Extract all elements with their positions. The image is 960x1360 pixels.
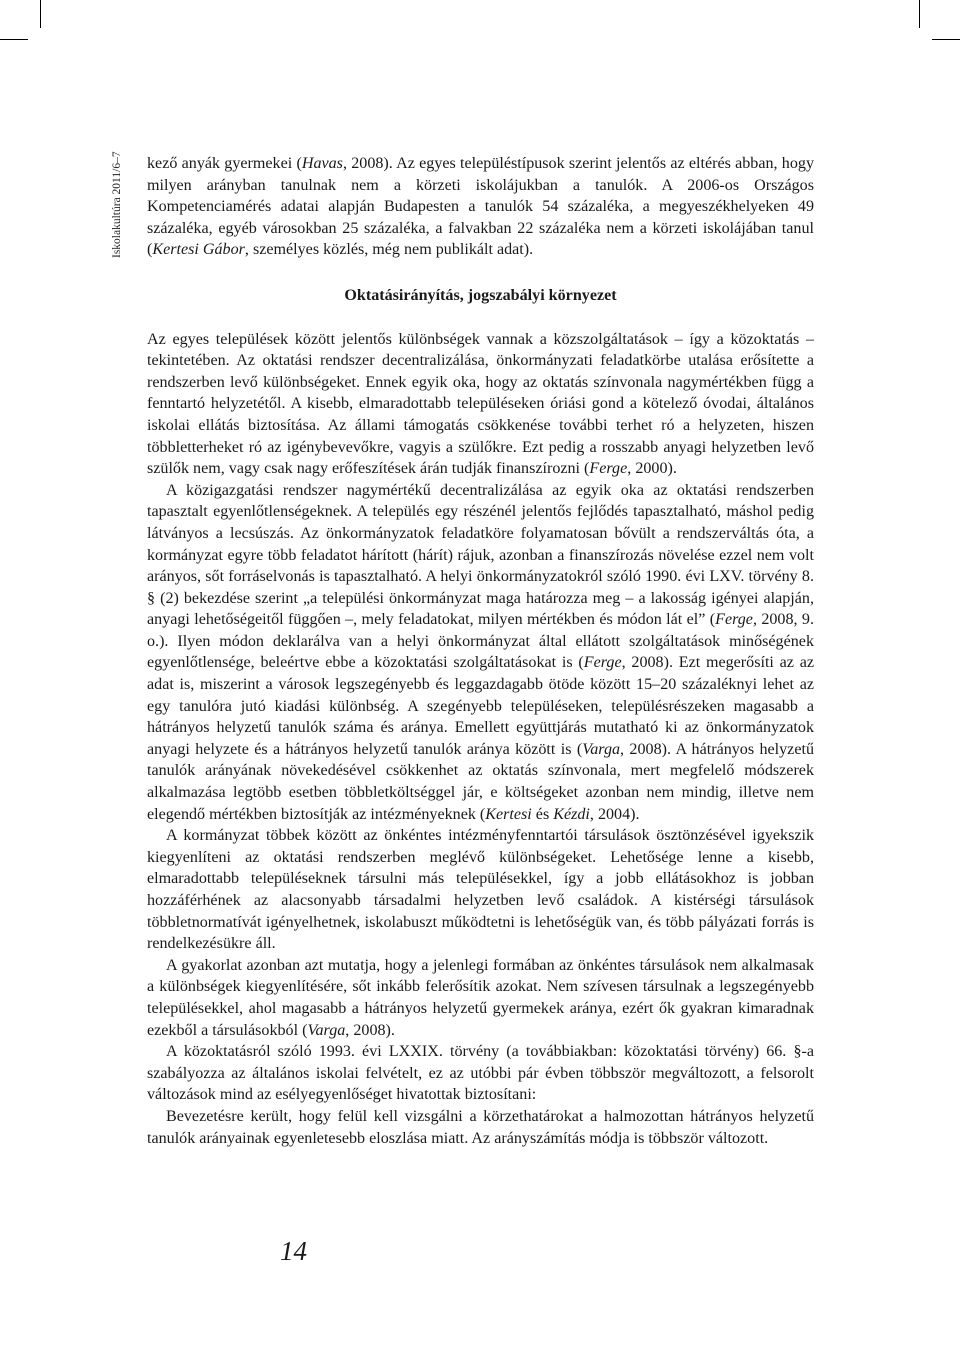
crop-mark-top-right — [932, 39, 960, 40]
paragraph: A kormányzat többek között az önkéntes intézményfenntartói társulások ösztönzésével igyekszik kiegyenlíteni az oktatási rendszerben meglévő különbségeket. Lehetősége lenne a kisebb, elmaradottabb településeknek társulni más településekkel, így a jobb ellátásokhoz is jobban hozzáférhének az alacsonyabb társadalmi helyzetben levő családok. A kistérségi társulások többletnormatívát igényelhetnek, iskolabuszt működtetni is lehetőségük van, és több pályázati forrás is rendelkezésükre áll. — [147, 827, 814, 953]
crop-mark-top-right — [919, 0, 920, 28]
citation-author: Kézdi — [553, 805, 590, 823]
crop-mark-top-left — [40, 0, 41, 28]
paragraph: Bevezetésre került, hogy felül kell vizsgálni a körzethatárokat a halmozottan hátrányos helyzetű tanulók arányainak egyenletesebb eloszlása miatt. Az arányszámítás módja is többször változott. — [147, 1107, 814, 1147]
citation-author: Varga — [582, 740, 621, 758]
paragraph: kező anyák gyermekei (Havas, 2008). Az egyes településtípusok szerint jelentős az eltérés abban, hogy milyen arányban tanulnak nem a körzeti iskolájukban a tanulók. A 2006-os Országos Kompetenciamérés adatai alapján Budapesten a tanulók 54 százaléka, a megyeszékhelyeken 49 százaléka, egyéb városokban 25 százaléka, a falvakban 22 százaléka nem a körzeti iskolájában tanul (Kertesi Gábor, személyes közlés, még nem publikált adat). — [147, 155, 814, 259]
citation-author: Ferge — [583, 654, 622, 672]
page-number: 14 — [280, 1236, 307, 1266]
crop-mark-top-left — [0, 39, 28, 40]
page-content — [147, 153, 814, 1149]
running-head — [110, 151, 140, 258]
paragraph: A közoktatásról szóló 1993. évi LXXIX. törvény (a továbbiakban: közoktatási törvény) 66. §-a szabályozza az általános iskolai felvételt, ez az utóbbi pár évben többször megváltozott, a felsorolt változások mind az esélyegyenlőséget hivatottak biztosítani: — [147, 1043, 814, 1104]
citation-author: Kertesi — [485, 805, 532, 823]
citation-author: Varga — [307, 1021, 346, 1039]
citation-author: Kertesi Gábor — [152, 241, 245, 259]
citation-author: Havas — [301, 155, 343, 172]
paragraph: Az egyes települések között jelentős különbségek vannak a közszolgáltatások – így a közoktatás – tekintetében. Az oktatási rendszer decentralizálása, önkormányzati feladatkörbe utalása erősítette a rendszerben levő különbségeket. Ennek egyik oka, hogy az oktatás színvonala nagymértékben függ a fenntartó helyzetétől. A kisebb, elmaradottabb településeken óriási gond a kötelező óvodai, általános iskolai ellátás biztosítása. Az állami támogatás csökkenése további terhet ró a helyzeten, hiszen többletterheket ró az igénybevevőkre, vagyis a szülőkre. Ezt pedig a rosszabb anyagi helyzetben levő szülők nem, vagy csak nagy erőfeszítések árán tudják finanszírozni (Ferge, 2000). — [147, 330, 814, 478]
paragraph: A gyakorlat azonban azt mutatja, hogy a jelenlegi formában az önkéntes társulások nem alkalmasak a különbségek kiegyenlítésére, sőt inkább felerősítik azokat. Nem szívesen társulnak a legszegényebb településekkel, ahol magasabb a hátrányos helyzetű gyermekek aránya, ezért ők gyakran kimaradnak ezekből a társulásokból (Varga, 2008). — [147, 956, 814, 1039]
paragraph: A közigazgatási rendszer nagymértékű decentralizálása az egyik oka az oktatási rendszerben tapasztalt egyenlőtlenségeknek. A település egy részénél jelentős fejlődés tapasztalható, máshol pedig látványos a lecsúszás. Az önkormányzatok feladatköre folyamatosan bővült a rendszerváltás óta, a kormányzat egyre több feladatot hárított (hárít) rájuk, azonban a finanszírozás növelése ezzel nem volt arányos, sőt forráselvonás is tapasztalható. A helyi önkormányzatokról szóló 1990. évi LXV. törvény 8. § (2) bekezdése szerint „a települési önkormányzat maga határozza meg – a lakosság igényei alapján, anyagi lehetőségeitől függően –, mely feladatokat, milyen mértékben és módon lát el” (Ferge, 2008, 9. o.). Ilyen módon deklarálva van a helyi önkormányzat által ellátott szolgáltatások minőségének egyenlőtlensége, beleértve ebbe a közoktatási szolgáltatásokat is (Ferge, 2008). Ezt megerősíti az az adat is, miszerint a városok legszegényebb és leggazdagabb ötöde között 15–20 százaléknyi lehet az egy tanulóra jutó kiadási különbség. A szegényebb településeken, településrészeken magasabb a hátrányos helyzetű tanulók száma és aránya. Emellett együttjárás mutatható ki az önkormányzatok anyagi helyzete és a hátrányos helyzetű tanulók aránya között is (Varga, 2008). A hátrányos helyzetű tanulók arányának növekedésével csökkenhet az oktatás színvonala, mert megfelelő módszerek alkalmazása legtöbb esetben többletköltséggel jár, e költségeket azonban nem mindig, illetve nem elegendő mértékben biztosítják az intézményeknek (Kertesi és Kézdi, 2004). — [147, 481, 815, 823]
section-heading: Oktatásirányítás, jogszabályi környezet — [344, 286, 617, 304]
citation-author: Ferge — [715, 611, 753, 629]
citation-author: Ferge — [589, 460, 628, 478]
running-head-text: Iskolakultúra 2011/6–7 — [111, 151, 123, 258]
